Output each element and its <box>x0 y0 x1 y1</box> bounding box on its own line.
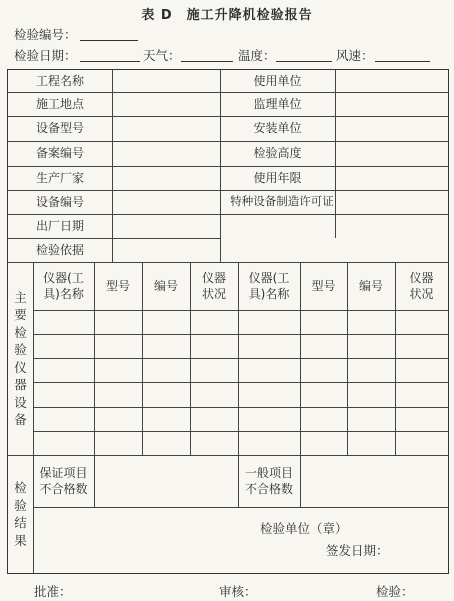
row-divider <box>33 507 448 508</box>
wind-speed-label: 风速： <box>336 48 374 63</box>
header-line: 具)名称 <box>43 287 84 301</box>
model-header-2: 型号 <box>311 278 336 293</box>
service-life-field[interactable] <box>336 167 447 189</box>
issue-date-label: 签发日期： <box>326 543 389 558</box>
manufacturing-license-label: 特种设备制造许可证 <box>230 194 334 209</box>
manufacture-date-label: 出厂日期 <box>35 218 84 233</box>
filing-number-label: 备案编号 <box>35 146 84 161</box>
instrument-status-header <box>190 262 238 310</box>
result-section-label <box>8 455 33 573</box>
manufacture-date-field[interactable] <box>113 215 219 237</box>
user-unit-field[interactable] <box>336 71 447 91</box>
section-char: 备 <box>14 412 27 427</box>
header-line: 仪器(工 <box>248 270 290 285</box>
inspection-basis-label: 检验依据 <box>35 242 84 257</box>
label-line: 不合格数 <box>39 482 88 496</box>
service-life-label: 使用年限 <box>253 170 302 185</box>
header-line: 状况 <box>201 287 226 301</box>
instrument-status-header-2 <box>395 262 448 310</box>
equipment-section-label <box>8 262 33 455</box>
section-char: 果 <box>14 532 27 548</box>
inspected-by-label: 检验： <box>376 584 414 599</box>
section-char: 设 <box>14 394 27 410</box>
weather-label: 天气： <box>143 48 181 63</box>
report-title: 表 D 施工升降机检验报告 <box>141 8 313 23</box>
label-line: 一般项目 <box>244 465 293 480</box>
header-line: 具)名称 <box>248 287 290 301</box>
equipment-model-label: 设备型号 <box>35 121 84 136</box>
supervision-unit-field[interactable] <box>336 93 447 115</box>
section-char: 主 <box>14 289 27 305</box>
row-divider <box>33 334 448 335</box>
row-divider <box>33 310 448 311</box>
project-name-field[interactable] <box>113 71 219 91</box>
inspection-unit-seal-label: 检验单位（章） <box>260 521 348 536</box>
date-field[interactable] <box>80 61 140 62</box>
reviewed-by-label: 审核： <box>219 584 257 599</box>
row-divider <box>33 407 448 408</box>
header-line: 仪器(工 <box>43 270 84 285</box>
model-header: 型号 <box>105 278 130 293</box>
installation-unit-field[interactable] <box>336 117 447 140</box>
guarantee-items-field[interactable] <box>95 456 237 506</box>
section-char: 结 <box>14 515 27 530</box>
weather-field[interactable] <box>181 61 233 62</box>
inspection-height-label: 检验高度 <box>253 146 302 161</box>
report-no-label: 检验编号： <box>14 27 77 42</box>
general-items-field[interactable] <box>301 456 447 506</box>
header-line: 仪器 <box>201 270 226 285</box>
section-char: 仪 <box>14 359 27 375</box>
instrument-name-header <box>33 262 94 310</box>
section-char: 验 <box>14 342 27 357</box>
section-char: 验 <box>14 497 27 513</box>
header-line: 状况 <box>409 287 434 301</box>
equipment-number-field[interactable] <box>113 191 219 213</box>
section-char: 器 <box>14 377 27 392</box>
number-header-2: 编号 <box>358 278 383 293</box>
manufacturing-license-field[interactable] <box>221 215 447 261</box>
equipment-number-label: 设备编号 <box>35 194 84 209</box>
row-divider <box>33 431 448 432</box>
number-header: 编号 <box>153 278 178 293</box>
row-divider <box>33 358 448 359</box>
report-no-field[interactable] <box>80 40 138 41</box>
manufacturer-label: 生产厂家 <box>35 170 84 185</box>
temperature-field[interactable] <box>276 61 332 62</box>
construction-site-label: 施工地点 <box>35 96 84 111</box>
label-line: 保证项目 <box>39 465 88 480</box>
date-label: 检验日期： <box>14 48 77 63</box>
user-unit-label: 使用单位 <box>253 73 302 88</box>
label-line: 不合格数 <box>244 482 293 496</box>
instrument-name-header-2 <box>238 262 300 310</box>
inspection-height-field[interactable] <box>336 142 447 165</box>
equipment-model-field[interactable] <box>113 117 219 140</box>
header-line: 仪器 <box>409 270 434 285</box>
wind-speed-field[interactable] <box>375 61 430 62</box>
section-char: 要 <box>14 307 27 322</box>
temperature-label: 温度： <box>238 48 276 63</box>
row-divider <box>33 382 448 383</box>
report-table <box>7 69 449 574</box>
filing-number-field[interactable] <box>113 142 219 165</box>
construction-site-field[interactable] <box>113 93 219 115</box>
approved-by-label: 批准： <box>34 584 72 599</box>
supervision-unit-label: 监理单位 <box>253 96 302 111</box>
manufacturer-field[interactable] <box>113 167 219 189</box>
installation-unit-label: 安装单位 <box>253 121 302 136</box>
section-char: 检 <box>14 324 27 340</box>
general-items-label <box>238 455 300 507</box>
section-char: 检 <box>14 480 27 495</box>
project-name-label: 工程名称 <box>35 73 84 88</box>
guarantee-items-label <box>33 455 94 507</box>
